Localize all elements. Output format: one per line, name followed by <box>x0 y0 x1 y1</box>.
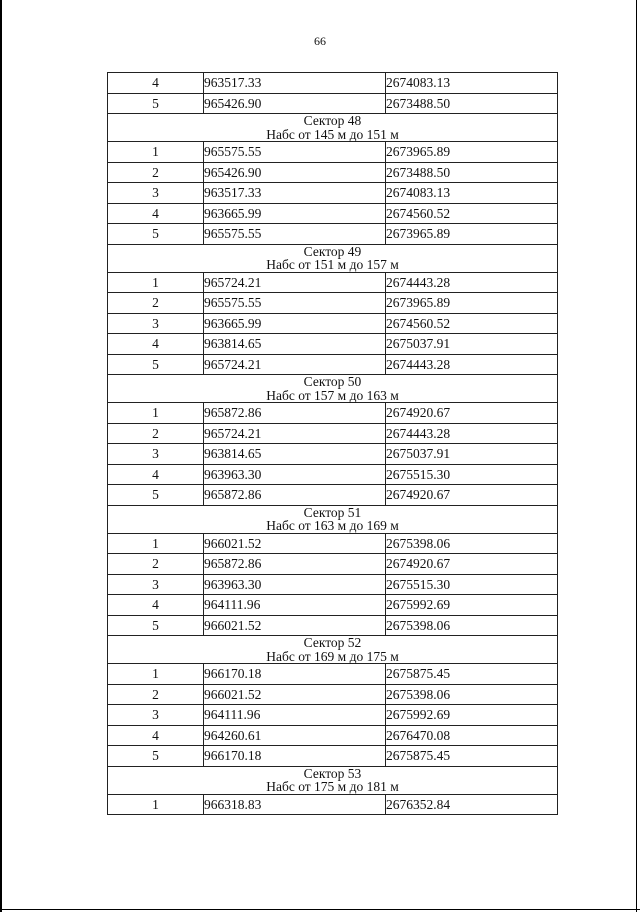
table-row <box>108 162 558 183</box>
table-row <box>108 142 558 163</box>
point-number-cell: 5 <box>108 354 204 375</box>
sector-header-cell <box>108 505 558 533</box>
page-number: 66 <box>314 34 326 48</box>
table-row <box>108 595 558 616</box>
point-number-cell: 2 <box>108 684 204 705</box>
point-number-cell: 3 <box>108 183 204 204</box>
y-coordinate-cell: 2673488.50 <box>386 162 558 183</box>
table-row <box>108 203 558 224</box>
x-coordinate-cell: 964111.96 <box>204 595 386 616</box>
x-coordinate-cell: 963517.33 <box>204 183 386 204</box>
x-coordinate-cell: 963963.30 <box>204 464 386 485</box>
point-number-cell: 1 <box>108 403 204 424</box>
point-number-cell: 4 <box>108 73 204 94</box>
y-coordinate-cell: 2674920.67 <box>386 554 558 575</box>
y-coordinate-cell: 2674083.13 <box>386 73 558 94</box>
point-number-cell: 2 <box>108 162 204 183</box>
y-coordinate-cell: 2673488.50 <box>386 93 558 114</box>
point-number-cell: 2 <box>108 554 204 575</box>
table-row <box>108 664 558 685</box>
sector-height-range: Набс от 169 м до 175 м <box>266 648 399 664</box>
y-coordinate-cell: 2676352.84 <box>386 794 558 815</box>
sector-height-range: Набс от 151 м до 157 м <box>266 257 399 272</box>
point-number-cell: 4 <box>108 595 204 616</box>
table-row <box>108 725 558 746</box>
y-coordinate-cell: 2675398.06 <box>386 615 558 636</box>
sector-header-cell <box>108 636 558 664</box>
sector-title: Сектор 49 <box>303 243 362 259</box>
table-row <box>108 684 558 705</box>
table-row <box>108 554 558 575</box>
sector-header-row <box>108 244 558 272</box>
x-coordinate-cell: 965724.21 <box>204 423 386 444</box>
table-row <box>108 574 558 595</box>
table-row <box>108 533 558 554</box>
table-row <box>108 73 558 94</box>
sector-height-range: Набс от 163 м до 169 м <box>266 518 399 533</box>
y-coordinate-cell: 2675875.45 <box>386 746 558 767</box>
x-coordinate-cell: 965872.86 <box>204 485 386 506</box>
sector-header-cell <box>108 375 558 403</box>
table-row <box>108 183 558 204</box>
sector-height-range: Набс от 145 м до 151 м <box>266 126 399 142</box>
x-coordinate-cell: 965426.90 <box>204 93 386 114</box>
point-number-cell: 1 <box>108 533 204 554</box>
table-row <box>108 615 558 636</box>
table-row <box>108 313 558 334</box>
sector-title: Сектор 48 <box>303 113 362 128</box>
x-coordinate-cell: 965426.90 <box>204 162 386 183</box>
sector-height-range: Набс от 157 м до 163 м <box>266 387 399 403</box>
x-coordinate-cell: 966021.52 <box>204 533 386 554</box>
y-coordinate-cell: 2675992.69 <box>386 595 558 616</box>
sector-header-row <box>108 114 558 142</box>
coordinates-table-body <box>108 73 558 815</box>
y-coordinate-cell: 2674443.28 <box>386 423 558 444</box>
sector-header-cell <box>108 766 558 794</box>
x-coordinate-cell: 963517.33 <box>204 73 386 94</box>
x-coordinate-cell: 964260.61 <box>204 725 386 746</box>
x-coordinate-cell: 964111.96 <box>204 705 386 726</box>
point-number-cell: 5 <box>108 93 204 114</box>
sector-header-row <box>108 375 558 403</box>
y-coordinate-cell: 2673965.89 <box>386 142 558 163</box>
x-coordinate-cell: 963814.65 <box>204 444 386 465</box>
point-number-cell: 3 <box>108 705 204 726</box>
point-number-cell: 4 <box>108 725 204 746</box>
sector-height-range: Набс от 175 м до 181 м <box>266 779 399 794</box>
scan-edge-right <box>636 0 637 912</box>
table-row <box>108 464 558 485</box>
y-coordinate-cell: 2675037.91 <box>386 444 558 465</box>
point-number-cell: 3 <box>108 444 204 465</box>
x-coordinate-cell: 965575.55 <box>204 224 386 245</box>
y-coordinate-cell: 2674083.13 <box>386 183 558 204</box>
point-number-cell: 4 <box>108 203 204 224</box>
table-row <box>108 93 558 114</box>
y-coordinate-cell: 2674443.28 <box>386 354 558 375</box>
sector-title: Сектор 52 <box>303 635 362 650</box>
x-coordinate-cell: 963665.99 <box>204 203 386 224</box>
x-coordinate-cell: 965872.86 <box>204 403 386 424</box>
table-row <box>108 224 558 245</box>
x-coordinate-cell: 963814.65 <box>204 334 386 355</box>
sector-title: Сектор 51 <box>303 504 362 520</box>
point-number-cell: 2 <box>108 293 204 314</box>
point-number-cell: 1 <box>108 664 204 685</box>
table-row <box>108 354 558 375</box>
y-coordinate-cell: 2674443.28 <box>386 272 558 293</box>
point-number-cell: 5 <box>108 615 204 636</box>
scan-edge-left <box>0 0 2 912</box>
y-coordinate-cell: 2674560.52 <box>386 313 558 334</box>
point-number-cell: 3 <box>108 574 204 595</box>
point-number-cell: 1 <box>108 272 204 293</box>
y-coordinate-cell: 2675875.45 <box>386 664 558 685</box>
x-coordinate-cell: 965872.86 <box>204 554 386 575</box>
table-row <box>108 444 558 465</box>
x-coordinate-cell: 966021.52 <box>204 615 386 636</box>
y-coordinate-cell: 2674920.67 <box>386 485 558 506</box>
table-row <box>108 423 558 444</box>
x-coordinate-cell: 965575.55 <box>204 142 386 163</box>
y-coordinate-cell: 2675398.06 <box>386 684 558 705</box>
sector-title: Сектор 50 <box>303 374 362 389</box>
y-coordinate-cell: 2675992.69 <box>386 705 558 726</box>
table-row <box>108 705 558 726</box>
y-coordinate-cell: 2675037.91 <box>386 334 558 355</box>
x-coordinate-cell: 966318.83 <box>204 794 386 815</box>
x-coordinate-cell: 966021.52 <box>204 684 386 705</box>
sector-header-row <box>108 505 558 533</box>
y-coordinate-cell: 2676470.08 <box>386 725 558 746</box>
y-coordinate-cell: 2675515.30 <box>386 464 558 485</box>
table-row <box>108 334 558 355</box>
table-row <box>108 746 558 767</box>
table-row <box>108 794 558 815</box>
point-number-cell: 1 <box>108 142 204 163</box>
point-number-cell: 4 <box>108 464 204 485</box>
sector-header-row <box>108 766 558 794</box>
y-coordinate-cell: 2674920.67 <box>386 403 558 424</box>
x-coordinate-cell: 966170.18 <box>204 746 386 767</box>
point-number-cell: 5 <box>108 224 204 245</box>
point-number-cell: 4 <box>108 334 204 355</box>
table-row <box>108 403 558 424</box>
coordinates-table <box>107 72 558 815</box>
sector-title: Сектор 53 <box>303 765 362 781</box>
table-row <box>108 272 558 293</box>
table-row <box>108 485 558 506</box>
point-number-cell: 5 <box>108 746 204 767</box>
x-coordinate-cell: 965724.21 <box>204 354 386 375</box>
sector-header-cell <box>108 114 558 142</box>
point-number-cell: 1 <box>108 794 204 815</box>
y-coordinate-cell: 2675398.06 <box>386 533 558 554</box>
y-coordinate-cell: 2673965.89 <box>386 224 558 245</box>
x-coordinate-cell: 963665.99 <box>204 313 386 334</box>
y-coordinate-cell: 2675515.30 <box>386 574 558 595</box>
table-row <box>108 293 558 314</box>
point-number-cell: 3 <box>108 313 204 334</box>
x-coordinate-cell: 966170.18 <box>204 664 386 685</box>
y-coordinate-cell: 2674560.52 <box>386 203 558 224</box>
point-number-cell: 5 <box>108 485 204 506</box>
point-number-cell: 2 <box>108 423 204 444</box>
x-coordinate-cell: 965575.55 <box>204 293 386 314</box>
x-coordinate-cell: 965724.21 <box>204 272 386 293</box>
sector-header-cell <box>108 244 558 272</box>
sector-header-row <box>108 636 558 664</box>
x-coordinate-cell: 963963.30 <box>204 574 386 595</box>
y-coordinate-cell: 2673965.89 <box>386 293 558 314</box>
scan-edge-bottom <box>0 909 640 910</box>
